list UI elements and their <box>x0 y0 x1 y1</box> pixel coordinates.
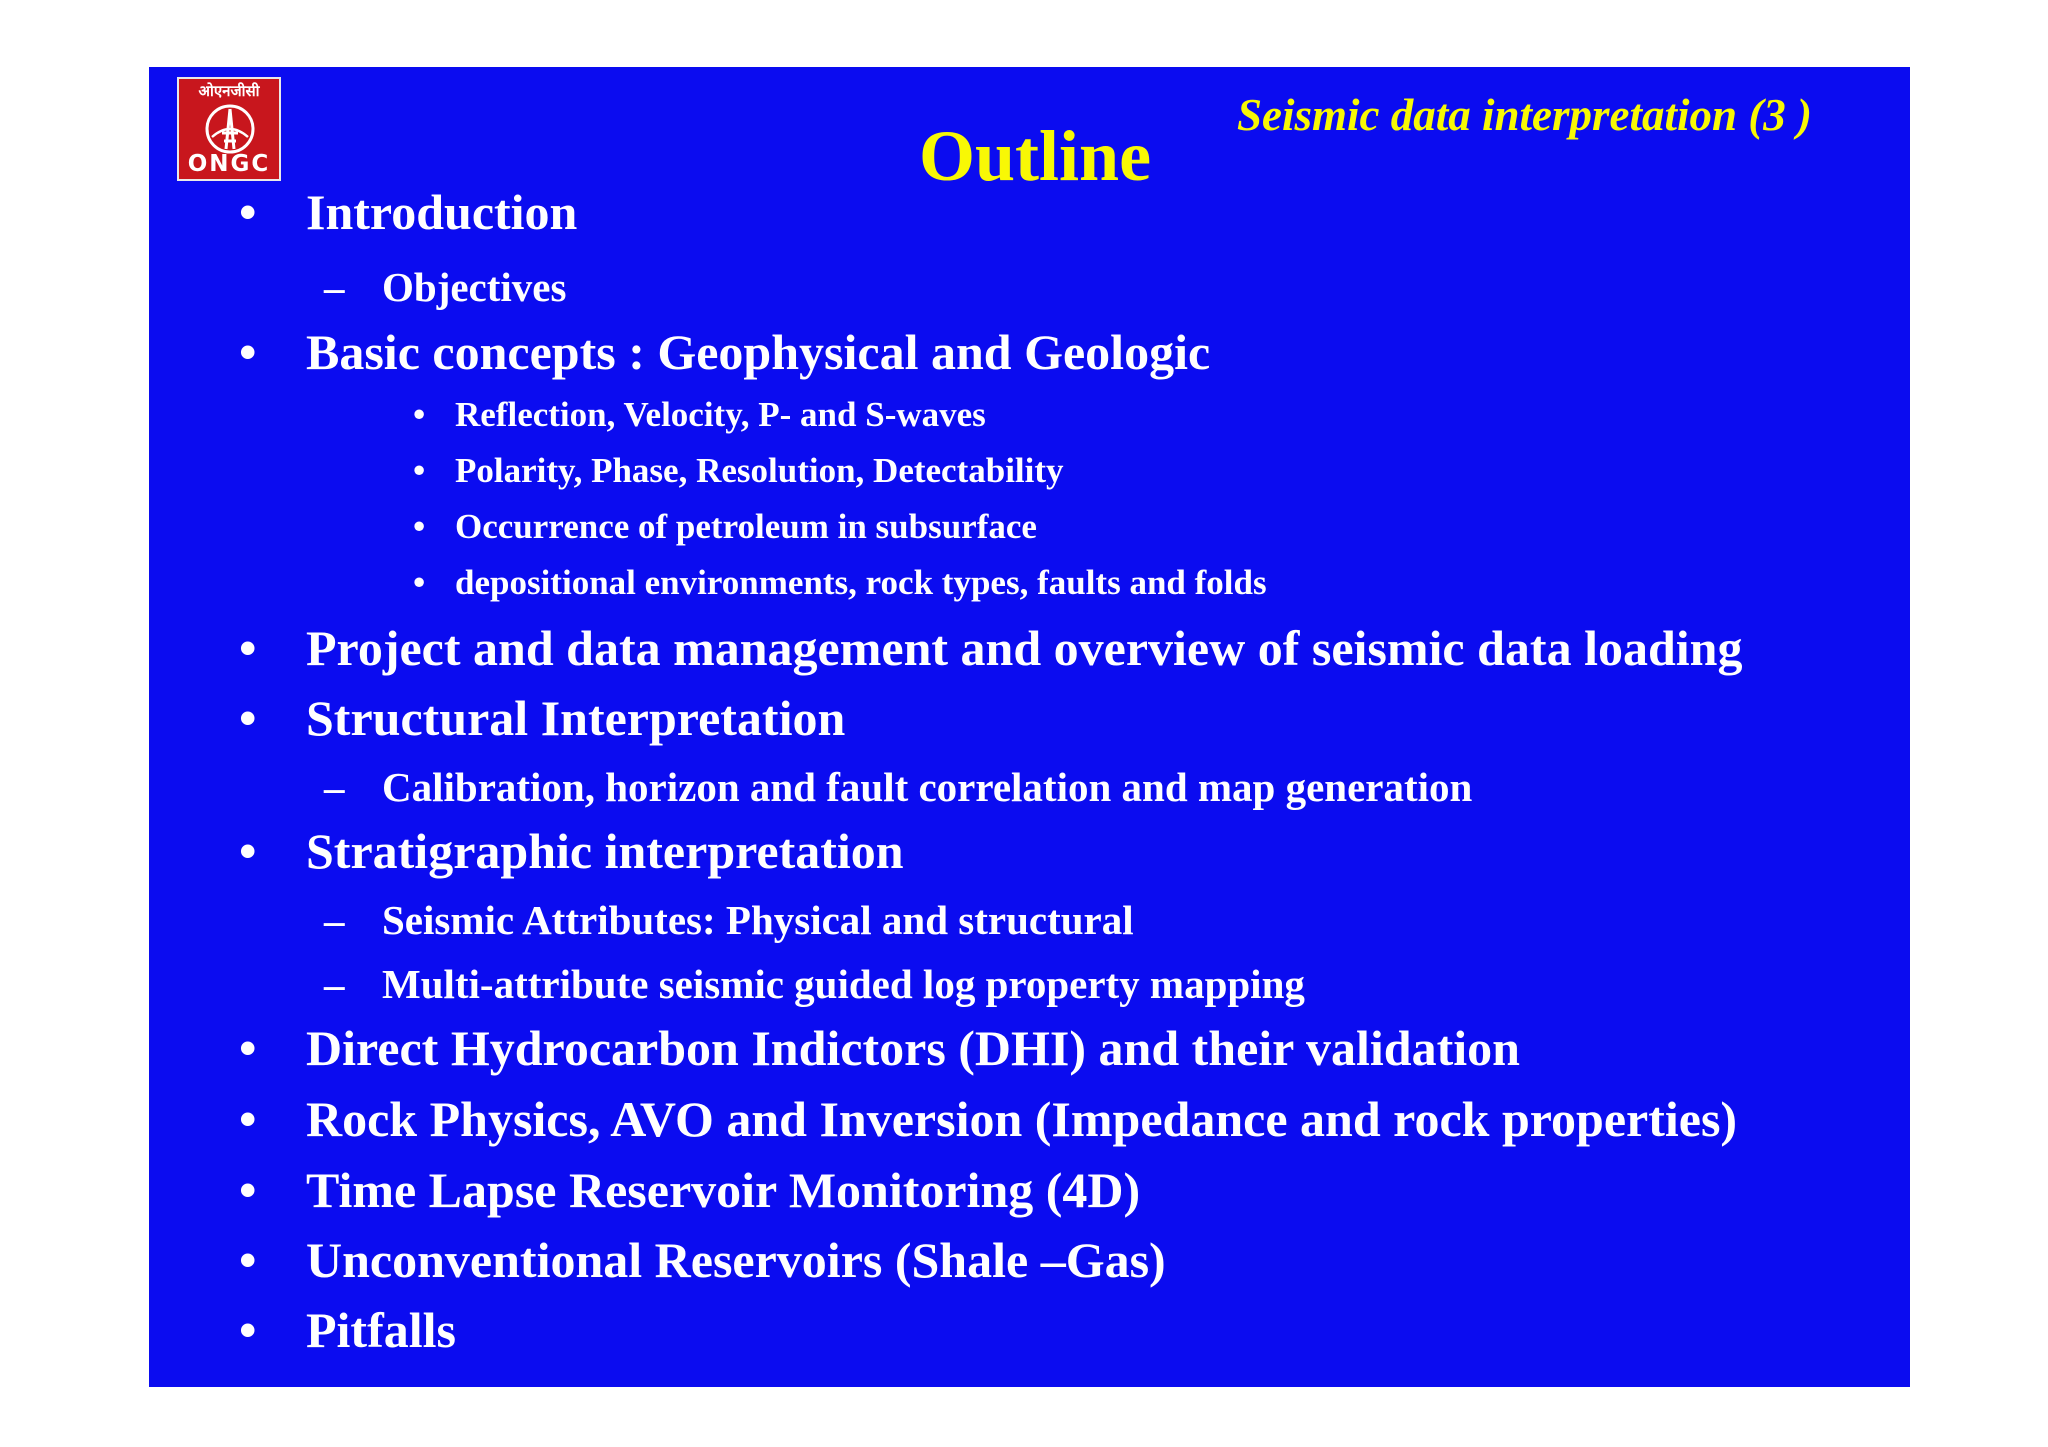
outline-item-text: Basic concepts : Geophysical and Geologic <box>306 324 1211 380</box>
outline-item-text: Pitfalls <box>306 1302 456 1358</box>
outline-item-text: depositional environments, rock types, faults and folds <box>455 563 1267 602</box>
outline-item-text: Project and data management and overview of seismic data loading <box>306 620 1743 676</box>
ongc-logo <box>177 77 281 181</box>
outline-item-text: Time Lapse Reservoir Monitoring (4D) <box>306 1162 1141 1218</box>
dash-icon: – <box>324 897 345 943</box>
ongc-emblem-icon <box>204 103 256 155</box>
slide-title: Outline <box>919 116 1152 196</box>
outline-item-depositional <box>413 563 1267 603</box>
dash-icon: – <box>324 764 345 810</box>
outline-item-stratigraphic <box>239 822 904 880</box>
outline-item-text: Objectives <box>382 264 567 310</box>
bullet-icon: • <box>239 1162 257 1218</box>
outline-item-occurrence <box>413 507 1037 547</box>
logo-hindi-text: ओएनजीसी <box>198 82 260 100</box>
bullet-icon: • <box>413 507 426 546</box>
bullet-icon: • <box>239 690 257 746</box>
outline-item-text: Reflection, Velocity, P- and S-waves <box>455 395 986 434</box>
outline-item-text: Polarity, Phase, Resolution, Detectability <box>455 451 1064 490</box>
outline-item-introduction <box>239 183 577 241</box>
outline-item-text: Occurrence of petroleum in subsurface <box>455 507 1037 546</box>
outline-item-objectives <box>324 263 566 311</box>
outline-item-text: Introduction <box>306 184 578 240</box>
outline-item-text: Stratigraphic interpretation <box>306 823 904 879</box>
outline-item-calibration <box>324 763 1472 811</box>
outline-item-time-lapse <box>239 1161 1140 1219</box>
outline-item-text: Calibration, horizon and fault correlation and map generation <box>382 764 1473 810</box>
outline-item-text: Direct Hydrocarbon Indictors (DHI) and their validation <box>306 1020 1520 1076</box>
bullet-icon: • <box>239 1302 257 1358</box>
outline-item-text: Structural Interpretation <box>306 690 846 746</box>
bullet-icon: • <box>239 620 257 676</box>
bullet-icon: • <box>239 1020 257 1076</box>
outline-item-polarity <box>413 451 1064 491</box>
bullet-icon: • <box>413 451 426 490</box>
outline-item-text: Seismic Attributes: Physical and structural <box>382 897 1134 943</box>
outline-item-multi-attribute <box>324 960 1305 1008</box>
bullet-icon: • <box>239 184 257 240</box>
bullet-icon: • <box>239 1232 257 1288</box>
outline-item-unconventional <box>239 1231 1166 1289</box>
outline-item-text: Multi-attribute seismic guided log property mapping <box>382 961 1305 1007</box>
slide <box>149 67 1910 1387</box>
outline-item-project-data <box>239 619 1742 677</box>
outline-item-structural <box>239 689 845 747</box>
outline-item-rock-physics <box>239 1090 1737 1148</box>
outline-item-basic-concepts <box>239 323 1210 381</box>
dash-icon: – <box>324 961 345 1007</box>
bullet-icon: • <box>413 563 426 602</box>
outline-item-text: Rock Physics, AVO and Inversion (Impedance and rock properties) <box>306 1091 1738 1147</box>
bullet-icon: • <box>239 324 257 380</box>
dash-icon: – <box>324 264 345 310</box>
slide-subtitle: Seismic data interpretation (3 ) <box>1237 90 1813 140</box>
logo-ongc-text: ONGC <box>187 151 271 177</box>
bullet-icon: • <box>239 823 257 879</box>
outline-item-dhi <box>239 1019 1520 1077</box>
bullet-icon: • <box>413 395 426 434</box>
bullet-icon: • <box>239 1091 257 1147</box>
outline-item-text: Unconventional Reservoirs (Shale –Gas) <box>306 1232 1166 1288</box>
outline-item-attributes <box>324 896 1134 944</box>
outline-item-pitfalls <box>239 1301 456 1359</box>
outline-item-reflection <box>413 395 986 435</box>
